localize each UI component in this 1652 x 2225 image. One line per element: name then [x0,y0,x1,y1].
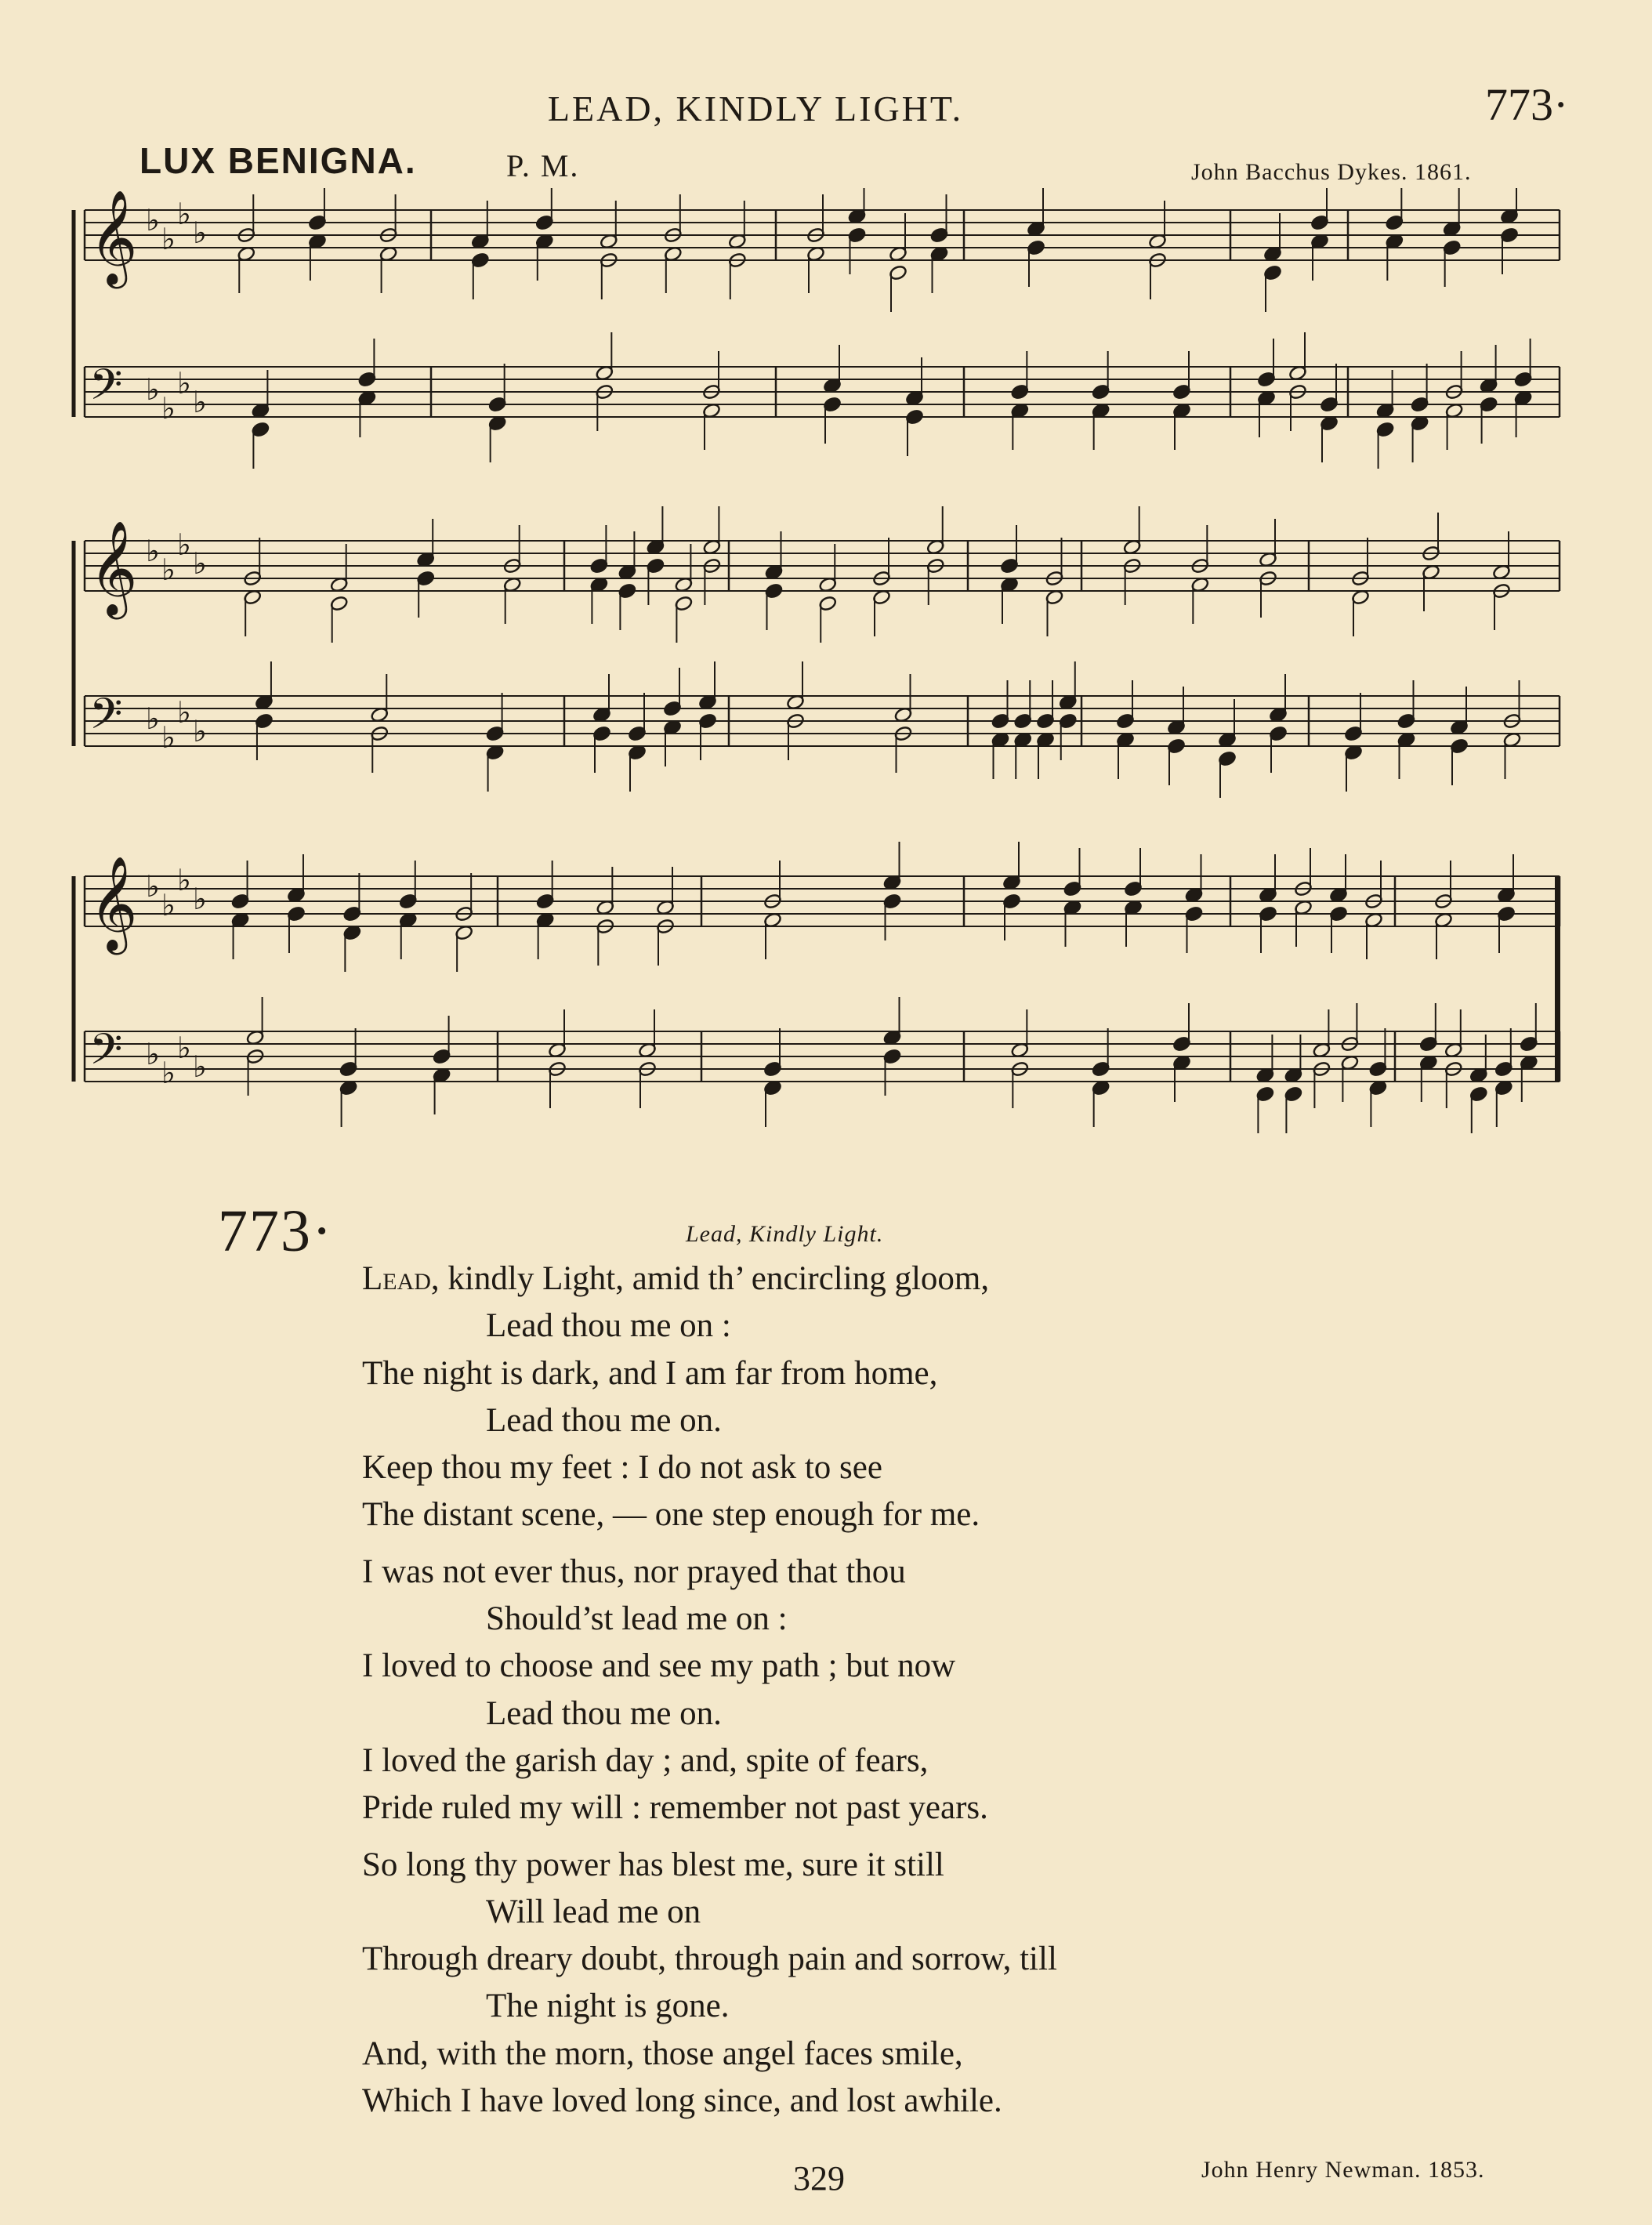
key-flat: ♭ [161,1056,176,1090]
drop-word: Lead, [362,1260,440,1297]
page-number-top: 773· [1485,79,1569,130]
stanza-2 [362,1549,1057,1832]
key-flat: ♭ [177,527,191,562]
treble-clef: 𝄞 [89,855,138,951]
bass-clef: 𝄢 [89,360,123,420]
hymn-title: Lead, Kindly Light. [686,1221,884,1247]
verse-line: I was not ever thus, nor prayed that thou [362,1553,906,1590]
key-flat: ♭ [161,222,176,256]
key-flat: ♭ [146,701,160,736]
verse-line: And, with the morn, those angel faces smile, [362,2035,963,2072]
stanza-3 [362,1842,1057,2125]
key-flat: ♭ [193,1049,207,1084]
key-flat: ♭ [177,695,191,730]
verse-line: Lead thou me on. [486,1401,722,1439]
verse-line: The distant scene, — one step enough for me. [362,1496,980,1534]
key-flat: ♭ [146,869,160,904]
key-flat: ♭ [161,888,176,922]
verse-line-text: kindly Light, amid th’ encircling gloom, [439,1260,990,1297]
key-flat: ♭ [146,372,160,407]
key-flat: ♭ [177,863,191,897]
key-flat: ♭ [193,882,207,916]
author-credit: John Henry Newman. 1853. [1201,2157,1485,2183]
key-flat: ♭ [193,216,207,250]
treble-clef: 𝄞 [89,189,138,284]
verse-line: So long thy power has blest me, sure it still [362,1846,944,1883]
key-flat: ♭ [177,366,191,400]
verse-line: Through dreary doubt, through pain and sorrow, till [362,1941,1057,1978]
verse-line: The night is dark, and I am far from home, [362,1354,938,1392]
key-flat: ♭ [177,1031,191,1065]
verse-line: I loved the garish day ; and, spite of fears, [362,1741,929,1779]
verse-line: Which I have loved long since, and lost awhile. [362,2082,1002,2120]
key-flat: ♭ [161,553,176,587]
verse-line: Lead thou me on. [486,1694,722,1732]
verse-line [362,1256,1057,1303]
composer-credit: John Bacchus Dykes. 1861. [1191,159,1472,185]
key-flat: ♭ [193,714,207,748]
verse-line: Should’st lead me on : [486,1600,788,1638]
verse-line: The night is gone. [486,1988,730,2025]
hymn-verses [362,1256,1057,2134]
hymn-number: 773· [218,1198,334,1264]
key-flat: ♭ [146,534,160,568]
key-flat: ♭ [146,203,160,237]
verse-line: Lead thou me on : [486,1307,731,1345]
running-title: LEAD, KINDLY LIGHT. [547,89,964,129]
verse-line: Pride ruled my will : remember not past years. [362,1789,988,1827]
key-flat: ♭ [161,391,176,426]
meter: P. M. [506,148,580,183]
bass-clef: 𝄢 [89,689,123,749]
verse-line: Keep thou my feet : I do not ask to see [362,1449,882,1487]
key-flat: ♭ [161,720,176,755]
bass-clef: 𝄢 [89,1024,123,1085]
key-flat: ♭ [193,546,207,581]
key-flat: ♭ [193,385,207,419]
key-flat: ♭ [146,1037,160,1071]
tune-name: LUX BENIGNA. [139,140,417,181]
key-flat: ♭ [177,197,191,231]
page-number-bottom: 329 [793,2159,845,2198]
treble-clef: 𝄞 [89,520,138,615]
stanza-1 [362,1256,1057,1539]
verse-line: Will lead me on [486,1893,701,1930]
music-score [63,188,1575,1152]
verse-line: I loved to choose and see my path ; but now [362,1647,956,1685]
final-barline [1555,876,1560,1082]
